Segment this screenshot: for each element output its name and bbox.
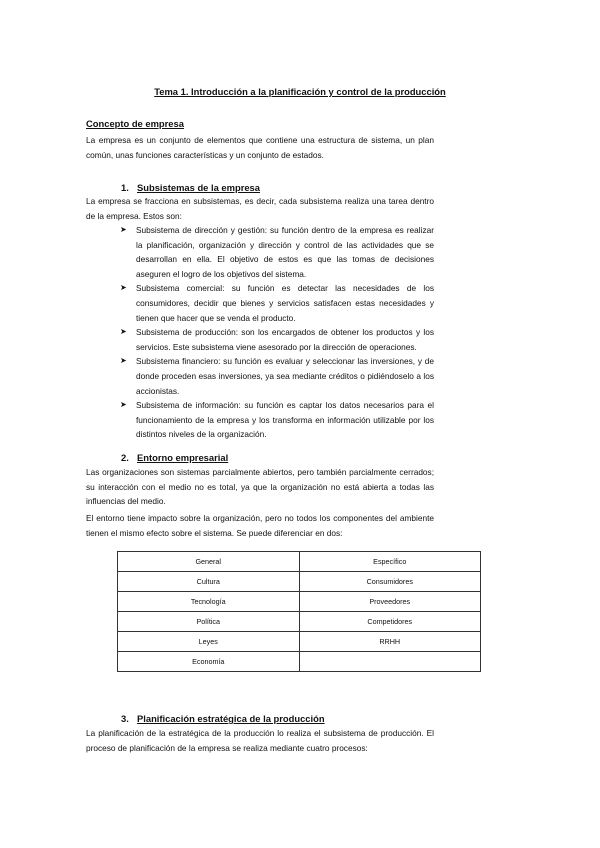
table-cell: RRHH <box>299 632 481 652</box>
table-cell: Competidores <box>299 612 481 632</box>
entorno-paragraph-2: El entorno tiene impacto sobre la organización, pero no todos los componentes del ambiente tienen el mismo efecto sobre el sistema. Se puede diferenciar en dos: <box>86 513 434 538</box>
document-title: Tema 1. Introducción a la planificación y control de la producción <box>154 86 446 97</box>
table-cell: Proveedores <box>299 592 481 612</box>
arrow-bullet-icon: ➤ <box>120 356 127 366</box>
planificacion-text: La planificación de la estratégica de la producción lo realiza el subsistema de producción. El proceso de planificación de la empresa se realiza mediante cuatro procesos: <box>86 728 434 753</box>
table-row <box>118 632 481 652</box>
table-header-row <box>118 552 481 572</box>
table-cell: Consumidores <box>299 572 481 592</box>
concepto-heading: Concepto de empresa <box>86 118 184 129</box>
arrow-bullet-icon: ➤ <box>120 400 127 410</box>
list-item: ➤ Subsistema de dirección y gestión: su función dentro de la empresa es realizar la planificación, organización y dirección y control de las actividades que se desarrollan en ella. El objetivo de estos es que las tomas de decisiones aseguren el logro de los objetivos del sistema. <box>120 225 434 279</box>
list-item: ➤ Subsistema de producción: son los encargados de obtener los productos y los servicios. Este subsistema viene asesorado por la dirección de operaciones. <box>120 327 434 352</box>
subsistemas-list <box>120 223 434 442</box>
arrow-bullet-icon: ➤ <box>120 283 127 293</box>
section-2-heading <box>121 452 228 463</box>
list-item: ➤ Subsistema comercial: su función es detectar las necesidades de los consumidores, decidir que bienes y servicios satisfacen estas necesidades y tienen que hacer que se venda el producto. <box>120 283 434 323</box>
section-number: 1. <box>121 182 129 193</box>
table-header-cell: Específico <box>299 552 481 572</box>
table-cell <box>299 652 481 672</box>
table-cell: Política <box>118 612 300 632</box>
entorno-paragraph-1: Las organizaciones son sistemas parcialmente abiertos, pero también parcialmente cerrados; su interacción con el medio no es total, ya que la organización no está abierta a todas las influencias del medio. <box>86 467 434 507</box>
list-item: ➤ Subsistema de información: su función es captar los datos necesarios para el funcionamiento de la empresa y los transforma en información utilizable por los distintos niveles de la organización. <box>120 400 434 440</box>
section-number: 3. <box>121 713 129 724</box>
arrow-bullet-icon: ➤ <box>120 225 127 234</box>
section-title: Subsistemas de la empresa <box>137 182 260 193</box>
concepto-text: La empresa es un conjunto de elementos que contiene una estructura de sistema, un plan común, unas funciones características y un conjunto de estados. <box>86 135 434 160</box>
section-number: 2. <box>121 452 129 463</box>
section-1-heading <box>121 182 260 193</box>
table-row <box>118 612 481 632</box>
section-3-heading <box>121 713 325 724</box>
table-cell: Tecnología <box>118 592 300 612</box>
entorno-table <box>117 551 481 672</box>
table-header-cell: General <box>118 552 300 572</box>
subsistemas-intro: La empresa se fracciona en subsistemas, es decir, cada subsistema realiza una tarea dentro de la empresa. Estos son: <box>86 196 434 221</box>
table-row <box>118 652 481 672</box>
table-cell: Cultura <box>118 572 300 592</box>
section-title: Planificación estratégica de la producción <box>137 713 325 724</box>
table-row <box>118 572 481 592</box>
section-title: Entorno empresarial <box>137 452 229 463</box>
list-item: ➤ Subsistema financiero: su función es evaluar y seleccionar las inversiones, y de donde proceden esas inversiones, ya sea mediante créditos o pidiéndoselo a los accionistas. <box>120 356 434 396</box>
arrow-bullet-icon: ➤ <box>120 327 127 337</box>
table-row <box>118 592 481 612</box>
table-cell: Leyes <box>118 632 300 652</box>
table-cell: Economía <box>118 652 300 672</box>
